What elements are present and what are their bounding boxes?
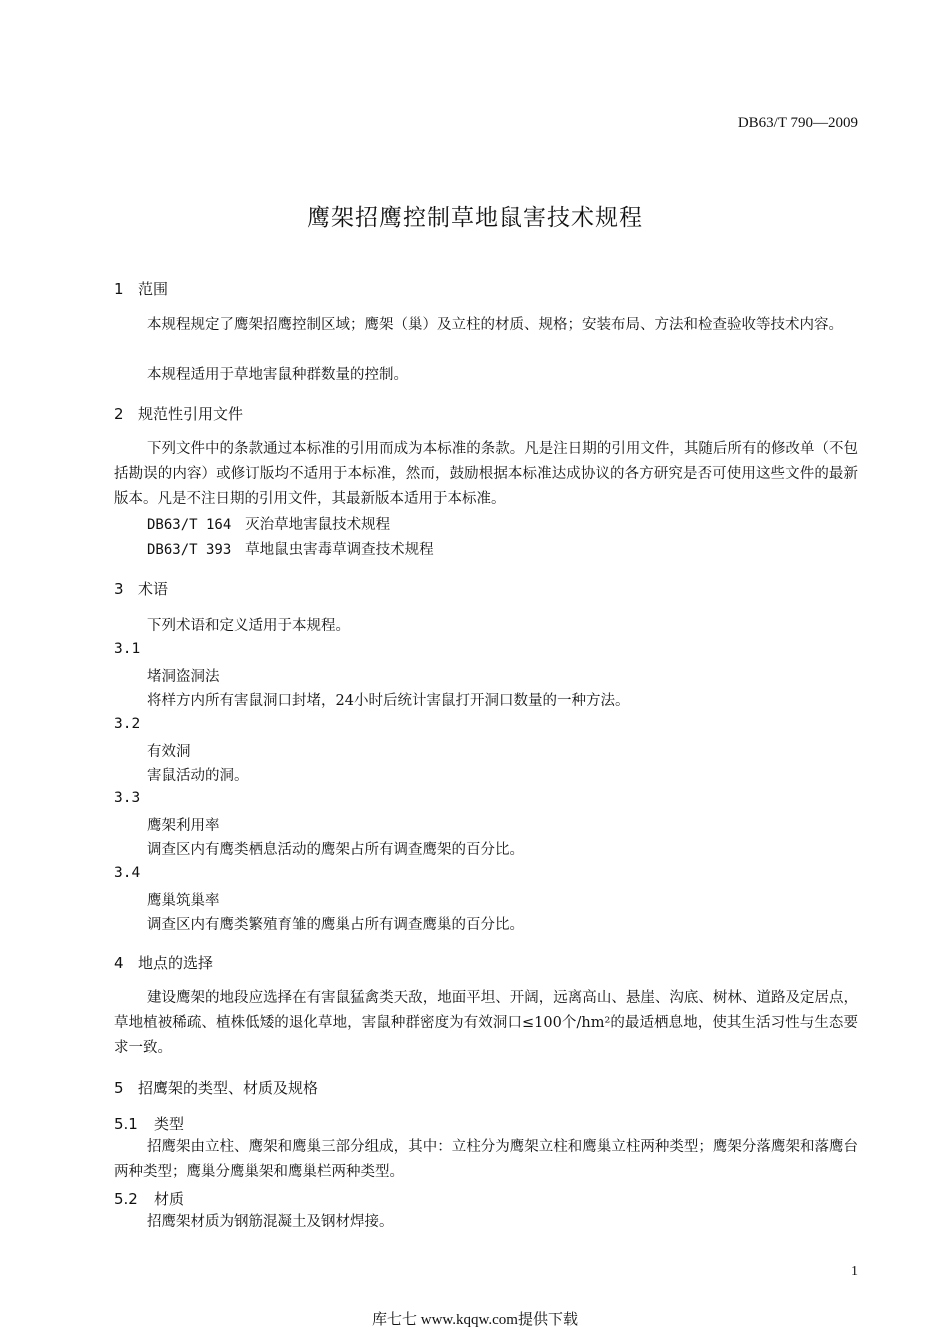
term-number: 3.4 xyxy=(114,865,141,881)
section-2-heading xyxy=(114,403,243,424)
section-1-paragraph-1: 本规程规定了鹰架招鹰控制区域；鹰架（巢）及立柱的材质、规格；安装布局、方法和检查验收等技术内容。 xyxy=(147,317,843,333)
reference-item xyxy=(147,513,390,534)
term-number: 3.2 xyxy=(114,716,141,732)
footer-watermark: 库七七 www.kqqw.com提供下载 xyxy=(372,1312,578,1328)
page-title: 鹰架招鹰控制草地鼠害技术规程 xyxy=(307,205,643,231)
section-number: 4 xyxy=(114,954,124,972)
subsection-title: 类型 xyxy=(154,1115,185,1133)
section-number: 5 xyxy=(114,1079,124,1097)
term-number: 3.1 xyxy=(114,641,141,657)
subsection-title: 材质 xyxy=(154,1190,185,1208)
term-number: 3.3 xyxy=(114,790,141,806)
term-name: 堵洞盗洞法 xyxy=(147,669,220,685)
term-definition: 调查区内有鹰类繁殖育雏的鹰巢占所有调查鹰巢的百分比。 xyxy=(147,917,524,933)
section-title: 招鹰架的类型、材质及规格 xyxy=(138,1079,319,1097)
section-1-heading xyxy=(114,278,168,299)
section-2-paragraph-1: 下列文件中的条款通过本标准的引用而成为本标准的条款。凡是注日期的引用文件，其随后所有的修改单（不包括勘误的内容）或修订版均不适用于本标准，然而，鼓励根据本标准达成协议的各方研究是否可使用这些文件的最新版本。凡是不注日期的引用文件，其最新版本适用于本标准。 xyxy=(114,441,858,507)
section-title: 范围 xyxy=(138,280,169,298)
page-number: 1 xyxy=(851,1264,858,1279)
section-1-paragraph-2: 本规程适用于草地害鼠种群数量的控制。 xyxy=(147,367,408,383)
subsection-5-1-paragraph: 招鹰架由立柱、鹰架和鹰巢三部分组成，其中：立柱分为鹰架立柱和鹰巢立柱两种类型；鹰架分落鹰架和落鹰台两种类型；鹰巢分鹰巢架和鹰巢栏两种类型。 xyxy=(114,1139,858,1180)
reference-item xyxy=(147,538,434,559)
term-name: 有效洞 xyxy=(147,744,191,760)
term-definition: 将样方内所有害鼠洞口封堵，24小时后统计害鼠打开洞口数量的一种方法。 xyxy=(147,693,630,709)
section-title: 地点的选择 xyxy=(138,954,214,972)
reference-code: DB63/T 164 xyxy=(147,517,232,533)
subsection-number: 5.2 xyxy=(114,1190,138,1208)
term-definition: 调查区内有鹰类栖息活动的鹰架占所有调查鹰架的百分比。 xyxy=(147,842,524,858)
section-number: 1 xyxy=(114,280,124,298)
section-title: 规范性引用文件 xyxy=(138,405,244,423)
section-title: 术语 xyxy=(138,580,169,598)
terms-intro: 下列术语和定义适用于本规程。 xyxy=(147,618,350,634)
section-4-heading xyxy=(114,952,213,973)
subsection-5-2-heading xyxy=(114,1188,184,1209)
reference-name: 草地鼠虫害毒草调查技术规程 xyxy=(245,542,434,558)
section-5-heading xyxy=(114,1077,318,1098)
section-4-paragraph-1: 建设鹰架的地段应选择在有害鼠猛禽类天敌，地面平坦、开阔，远离高山、悬崖、沟底、树林、道路及定居点，草地植被稀疏、植株低矮的退化草地，害鼠种群密度为有效洞口≤100个/hm²的最适栖息地，使其生活习性与生态要求一致。 xyxy=(114,990,858,1056)
subsection-5-1-heading xyxy=(114,1113,184,1134)
section-number: 3 xyxy=(114,580,124,598)
section-number: 2 xyxy=(114,405,124,423)
section-3-heading xyxy=(114,578,168,599)
standard-number: DB63/T 790—2009 xyxy=(737,115,858,131)
term-definition: 害鼠活动的洞。 xyxy=(147,768,249,784)
term-name: 鹰巢筑巢率 xyxy=(147,893,220,909)
term-name: 鹰架利用率 xyxy=(147,818,220,834)
subsection-number: 5.1 xyxy=(114,1115,138,1133)
subsection-5-2-paragraph: 招鹰架材质为钢筋混凝土及钢材焊接。 xyxy=(147,1214,394,1230)
reference-code: DB63/T 393 xyxy=(147,542,232,558)
reference-name: 灭治草地害鼠技术规程 xyxy=(245,517,391,533)
